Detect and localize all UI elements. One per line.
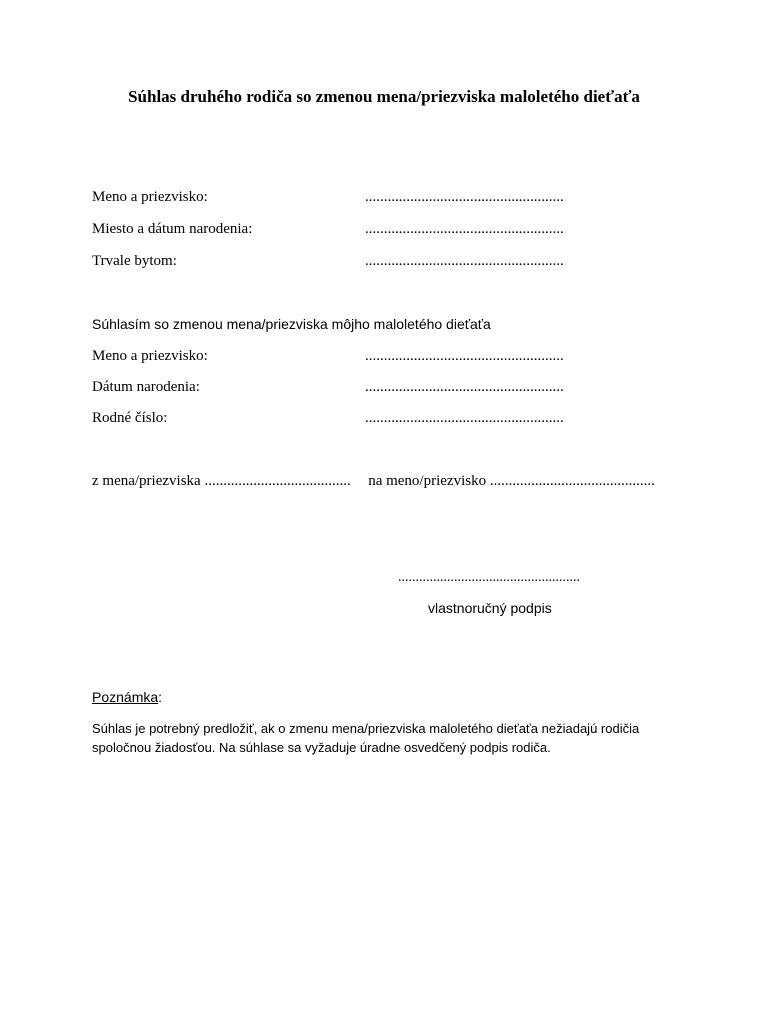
note-heading-text: Poznámka [92,689,159,705]
child-id-field: ..................................................... [365,410,564,426]
parent-residence-field: ..................................................... [365,253,564,269]
child-birthdate-field: ..................................................... [365,379,564,395]
signature-line: .................................................... [398,570,580,585]
child-name-field: ..................................................... [365,348,564,364]
parent-name-label: Meno a priezvisko: [92,189,208,205]
child-id-label: Rodné číslo: [92,410,168,426]
parent-birth-field: ..................................................... [365,221,564,237]
parent-name-field: ..................................................... [365,189,564,205]
parent-birth-label: Miesto a dátum narodenia: [92,221,253,237]
consent-statement: Súhlasím so zmenou mena/priezviska môjho maloletého dieťaťa [92,316,491,332]
child-name-label: Meno a priezvisko: [92,348,208,364]
note-heading-colon: : [158,689,163,705]
child-birthdate-label: Dátum narodenia: [92,379,200,395]
to-name-field: na meno/priezvisko ............................................ [368,473,655,489]
parent-residence-label: Trvale bytom: [92,253,177,269]
document-title: Súhlas druhého rodiča so zmenou mena/priezviska maloletého dieťaťa [128,87,640,106]
note-heading [92,689,162,705]
name-change-line [92,473,655,490]
from-name-field: z mena/priezviska ....................................... [92,473,351,489]
note-body: Súhlas je potrebný predložiť, ak o zmenu mena/priezviska maloletého dieťaťa nežiadajú rodičia spoločnou žiadosťou. Na súhlase sa vyžaduje úradne osvedčený podpis rodiča. [92,721,640,755]
signature-label: vlastnoručný podpis [428,600,552,616]
